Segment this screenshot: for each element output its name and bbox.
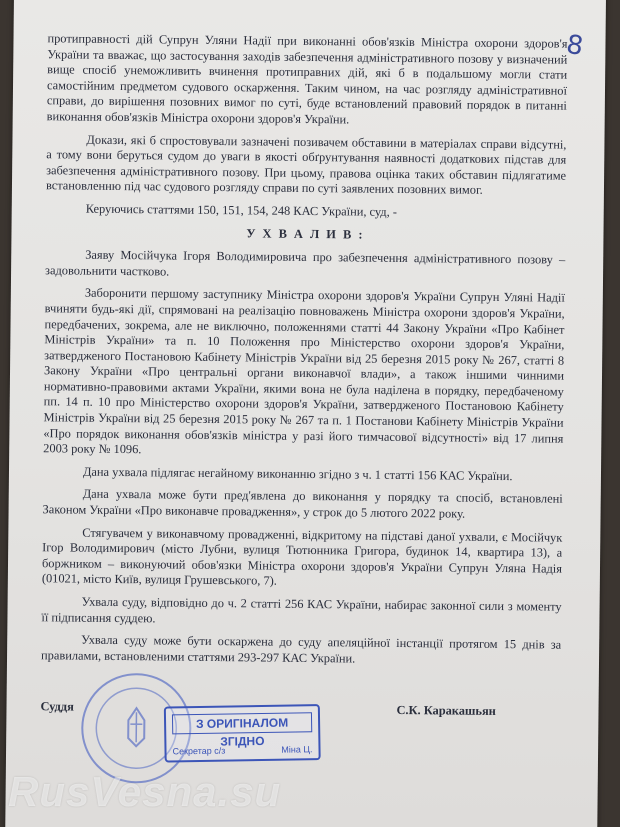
source-watermark: RusVesna.su xyxy=(8,768,282,815)
paragraph: Заяву Мосійчука Ігоря Володимировича про забезпечення адміністративного позову – задовольнити частково. xyxy=(45,247,566,279)
ruling-heading: У Х В А Л И В : xyxy=(246,225,365,242)
stamp-main-text: З ОРИГІНАЛОМ ЗГІДНО xyxy=(172,712,312,734)
judge-label: Суддя xyxy=(40,699,74,714)
stamp-secretary: Секретар с/з xyxy=(172,745,226,757)
judge-name: С.К. Каракашьян xyxy=(396,702,496,718)
paragraph: Стягувачем у виконавчому провадженні, відкритому на підставі даної ухвали, є Мосійчук Ігор Володимирович (місто Лубни, вулиця Тютюнника Григора, будинок 14, квартира 13), а боржником – виконуючий обов'язки Міністра охорони здоров'я України Супрун Уляна Надія (01021, місто Київ, вулиця Грушевського, 7). xyxy=(41,525,563,589)
paragraph: Докази, які б спростовували зазначені позивачем обставини в матеріалах справи відсутні, а тому вони беруться судом до уваги в якості обґрунтування наявності додаткових підстав для забезпечення адміністративного позову. При цьому, правова оцінка таких обставин підлягатиме встановленню під час судового розгляду справи по суті заявлених позовних вимог. xyxy=(45,132,567,198)
stamp-signature-name: Міна Ц. xyxy=(281,744,313,755)
paragraph: Ухвала суду, відповідно до ч. 2 статті 256 КАС України, набирає законної сили з моменту її підписання суддею. xyxy=(41,594,562,626)
document-body xyxy=(41,31,568,676)
certification-stamp xyxy=(164,704,321,762)
paragraph: Ухвала суду може бути оскаржена до суду апеляційної інстанції протягом 15 днів за правилами, встановленими статтями 293-297 КАС України. xyxy=(40,632,562,666)
paragraph: протиправності дій Супрун Уляни Надії при виконанні обов'язків Міністра охорони здоров'я України та вважає, що застосування заходів забезпечення адміністративного позову у визначений вище спосіб унеможливить вчинення протиправних дій, які б в подальшому могли стати самостійним предметом судового оскарження. Таким чином, на час розгляду адміністративної справи, до вирішення позовних вимог по суті, буде встановлений правовий порядок в питанні виконання обов'язків Міністра охорони здоров'я України. xyxy=(46,31,568,127)
paragraph: Дана ухвала підлягає негайному виконанню згідно з ч. 1 статті 156 КАС України. xyxy=(82,464,513,483)
document-page xyxy=(5,0,606,827)
paragraph: Заборонити першому заступнику Міністра охорони здоров'я України Супрун Уляні Надії вчиняти будь-які дії, спрямовані на реалізацію повноважень Міністра охорони здоров'я України, передбачених, зокрема, але не виключно, положеннями статті 44 Закону України «Про Кабінет Міністрів України» та п. 10 Положення про Міністерство охорони здоров'я України, затвердженого Постановою Кабінету Міністрів України від 25 березня 2015 року № 267, статті 8 Закону України «Про центральні органи виконавчої влади», а також іншими чинними нормативно-правовими актами України, якими вона не була наділена в порядку, передбаченому пп. 14 п. 10 про Міністерство охорони здоров'я України, затвердженого Постановою Кабінету Міністрів України від 25 березня 2015 року № 267 та п. 1 Постанови Кабінету Міністрів України «Про порядок виконання обов'язків міністра у разі його тимчасової відсутності» від 17 липня 2003 року № 1096. xyxy=(43,285,565,457)
paragraph: Дана ухвала може бути пред'явлена до виконання у порядку та спосіб, встановлені Законом України «Про виконавче провадження», у строк до 5 лютого 2022 року. xyxy=(42,487,563,521)
handwritten-page-number: 8 xyxy=(564,29,586,62)
paragraph: Керуючись статтями 150, 151, 154, 248 КАС України, суд, - xyxy=(85,201,398,219)
